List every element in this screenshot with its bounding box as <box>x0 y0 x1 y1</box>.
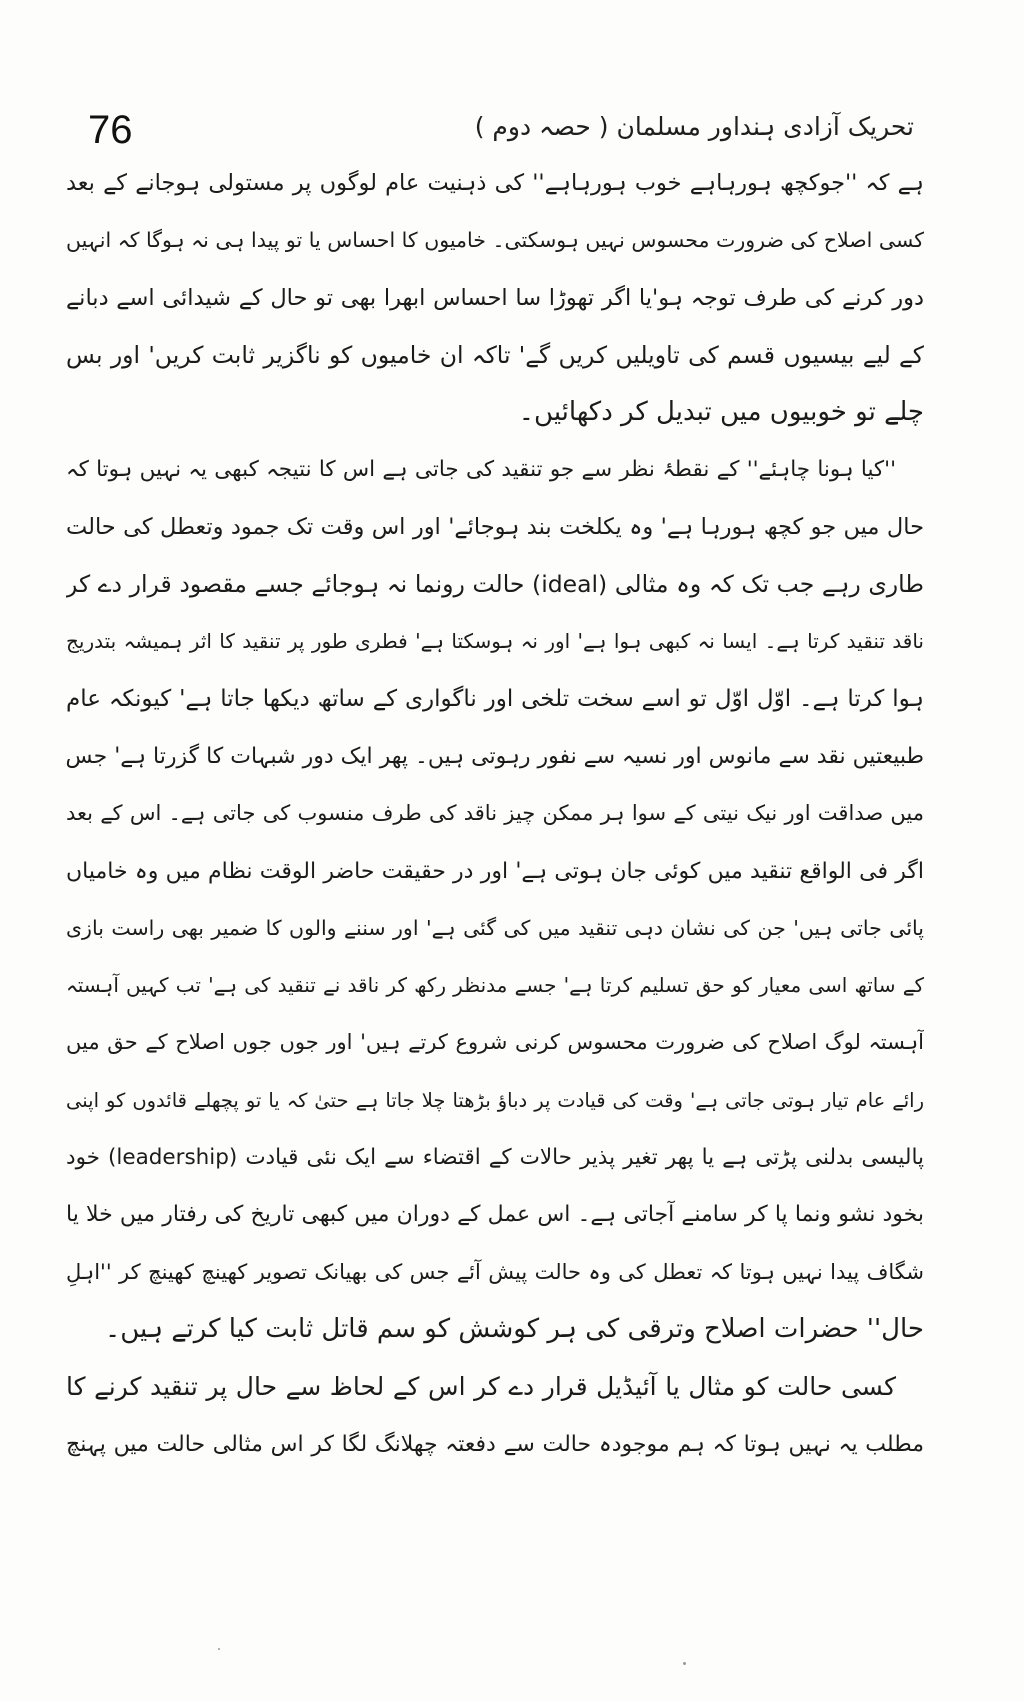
text-line: اگر فی الواقع تنقید میں کوئی جان ہوتی ہے' اور در حقیقت حاضر الوقت نظام میں وہ خامیاں <box>66 858 924 884</box>
text-line: کسی اصلاح کی ضرورت محسوس نہیں ہوسکتی۔ خامیوں کا احساس یا تو پیدا ہی نہ ہوگا کہ انہیں <box>66 228 924 253</box>
text-line: میں صداقت اور نیک نیتی کے سوا ہر ممکن چیز ناقد کی طرف منسوب کی جاتی ہے۔ اس کے بعد <box>66 801 924 826</box>
text-line: ہوا کرتا ہے۔ اوّل اوّل تو اسے سخت تلخی اور ناگواری کے ساتھ دیکھا جاتا ہے' کیونکہ عام <box>66 685 924 712</box>
text-line: طاری رہے جب تک کہ وہ مثالی (ideal) حالت رونما نہ ہوجائے جسے مقصود قرار دے کر <box>66 570 924 599</box>
text-line: کسی حالت کو مثال یا آئیڈیل قرار دے کر اس کے لحاظ سے حال پر تنقید کرنے کا <box>66 1372 896 1402</box>
scan-speck <box>218 1648 220 1650</box>
text-line: ناقد تنقید کرتا ہے۔ ایسا نہ کبھی ہوا ہے' اور نہ ہوسکتا ہے' فطری طور پر تنقید کا اثر ہمیشہ بتدریج <box>66 629 924 654</box>
scan-speck <box>683 1662 686 1665</box>
text-line: کے لیے بیسیوں قسم کی تاویلیں کریں گے' تاکہ ان خامیوں کو ناگزیر ثابت کریں' اور بس <box>66 340 924 369</box>
text-line: رائے عام تیار ہوتی جاتی ہے' وقت کی قیادت پر دباؤ بڑھتا چلا جاتا ہے حتیٰ کہ یا تو پچھلے قائدوں کو اپنی <box>66 1088 924 1112</box>
text-line: حال'' حضرات اصلاح وترقی کی ہر کوشش کو سم قاتل ثابت کیا کرتے ہیں۔ <box>104 1313 924 1344</box>
text-line: چلے تو خوبیوں میں تبدیل کر دکھائیں۔ <box>518 397 924 428</box>
text-line: شگاف پیدا نہیں ہوتا کہ تعطل کی وہ حالت پیش آئے جس کی بھیانک تصویر کھینچ کھینچ کر ''اہلِ <box>66 1259 924 1284</box>
text-line: کے ساتھ اسی معیار کو حق تسلیم کرتا ہے' جسے مدنظر رکھ کر ناقد نے تنقید کی ہے' تب کہیں آہستہ <box>66 973 924 998</box>
text-line: ہے کہ ''جوکچھ ہورہاہے خوب ہورہاہے'' کی ذہنیت عام لوگوں پر مستولی ہوجانے کے بعد <box>66 170 924 196</box>
text-line: حال میں جو کچھ ہورہا ہے' وہ یکلخت بند ہوجائے' اور اس وقت تک جمود وتعطل کی حالت <box>66 513 924 540</box>
text-line: بخود نشو ونما پا کر سامنے آجاتی ہے۔ اس عمل کے دوران میں کبھی تاریخ کی رفتار میں خلا یا <box>66 1202 924 1228</box>
text-line: طبیعتیں نقد سے مانوس اور نسیہ سے نفور رہوتی ہیں۔ پھر ایک دور شبہات کا گزرتا ہے' جس <box>66 743 924 769</box>
body-text <box>66 155 924 1473</box>
text-line: مطلب یہ نہیں ہوتا کہ ہم موجودہ حالت سے دفعتہ چھلانگ لگا کر اس مثالی حالت میں پہنچ <box>66 1431 924 1457</box>
text-line: پائی جاتی ہیں' جن کی نشان دہی تنقید میں کی گئی ہے' اور سننے والوں کا ضمیر بھی راست بازی <box>66 915 924 940</box>
text-line: آہستہ لوگ اصلاح کی ضرورت محسوس کرنی شروع کرتے ہیں' اور جوں جوں اصلاح کے حق میں <box>66 1030 924 1055</box>
running-header-title: تحریک آزادی ہنداور مسلمان ( حصہ دوم ) <box>474 112 914 141</box>
text-line: ''کیا ہونا چاہئے'' کے نقطۂ نظر سے جو تنقید کی جاتی ہے اس کا نتیجہ کبھی یہ نہیں ہوتا کہ <box>66 457 896 483</box>
page-number: 76 <box>88 108 133 152</box>
text-line: پالیسی بدلنی پڑتی ہے یا پھر تغیر پذیر حالات کے اقتضاء سے ایک نئی قیادت (leadership) خود <box>66 1145 924 1171</box>
text-line: دور کرنے کی طرف توجہ ہو'یا اگر تھوڑا سا احساس ابھرا بھی تو حال کے شیدائی اسے دبانے <box>66 284 924 311</box>
